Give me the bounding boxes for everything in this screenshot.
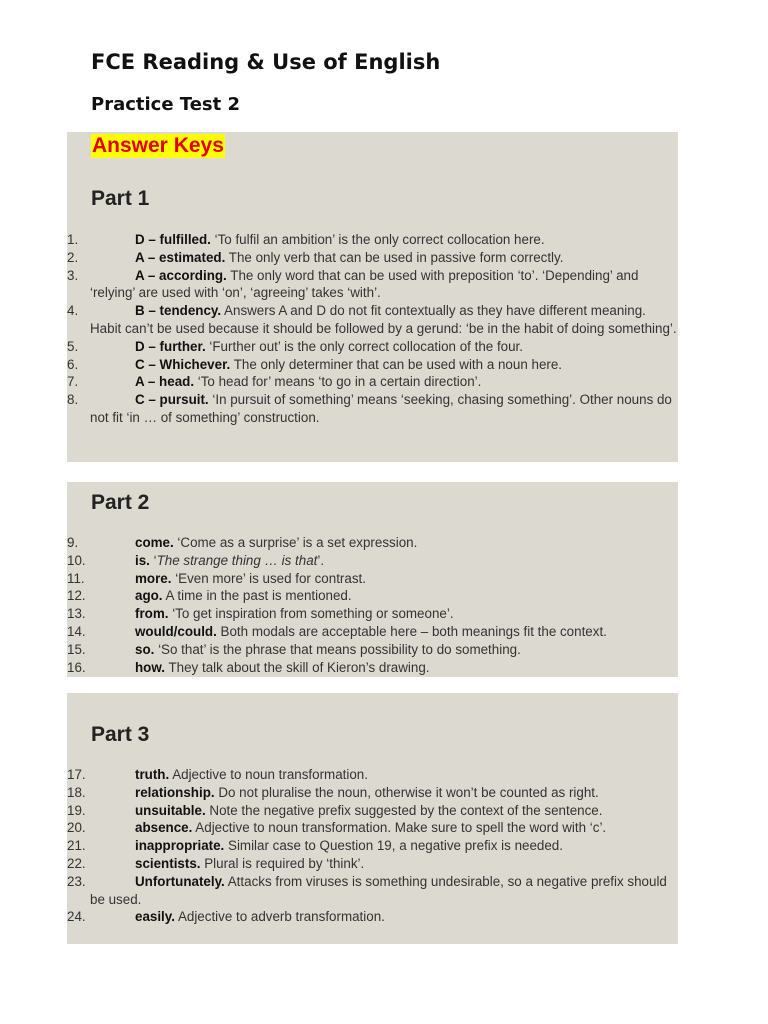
- answer-item: [67, 249, 679, 267]
- answer-body: [90, 249, 679, 267]
- answer-key: so.: [135, 641, 155, 657]
- answer-item: [67, 391, 679, 427]
- answer-number: 12.: [67, 588, 86, 604]
- answer-body: [90, 587, 679, 605]
- answer-body: [90, 534, 679, 552]
- answer-item: [67, 837, 679, 855]
- answer-body: [90, 908, 679, 926]
- answer-explanation: Attacks from viruses is something undesirable, so a negative prefix should be used.: [90, 873, 667, 907]
- answer-explanation: Both modals are acceptable here – both meanings fit the context.: [216, 623, 607, 639]
- answer-body: [90, 641, 679, 659]
- answer-number: 15.: [67, 641, 86, 657]
- answer-item: [67, 908, 679, 926]
- answer-item: [67, 623, 679, 641]
- answer-item: [67, 267, 679, 303]
- part-3-answer-list: [67, 766, 679, 926]
- answer-body: [90, 231, 679, 249]
- answer-item: [67, 338, 679, 356]
- answer-explanation: ‘To get inspiration from something or someone’.: [168, 606, 454, 622]
- answer-key: more.: [135, 570, 172, 586]
- answer-explanation: ‘Come as a surprise’ is a set expression.: [173, 535, 418, 550]
- answer-key: absence.: [135, 820, 193, 836]
- answer-key: how.: [135, 659, 165, 675]
- answer-explanation: The only determiner that can be used with a noun here.: [230, 356, 563, 372]
- answer-number: 21.: [67, 838, 86, 854]
- answer-number: 4.: [67, 303, 79, 319]
- answer-item: [67, 356, 679, 374]
- answer-body: [90, 338, 679, 356]
- answer-number: 8.: [67, 392, 79, 408]
- answer-explanation-italic: The strange thing … is that: [156, 552, 318, 568]
- answer-explanation-end: ’.: [317, 552, 325, 568]
- answer-item: [67, 819, 679, 837]
- answer-item: [67, 784, 679, 802]
- answer-explanation: Plural is required by ‘think’.: [200, 855, 365, 871]
- answer-item: [67, 802, 679, 820]
- answer-number: 19.: [67, 802, 86, 818]
- answer-number: 18.: [67, 784, 86, 800]
- answer-body: [90, 302, 679, 338]
- answer-body: [90, 784, 679, 802]
- answer-explanation: ‘To fulfil an ambition’ is the only correct collocation here.: [210, 232, 545, 247]
- answer-body: [90, 659, 679, 677]
- answer-item: [67, 641, 679, 659]
- answer-explanation: Do not pluralise the noun, otherwise it won’t be counted as right.: [214, 784, 599, 800]
- part-1-answer-list: [67, 231, 679, 427]
- answer-body: [90, 766, 679, 784]
- answer-item: [67, 373, 679, 391]
- answer-explanation: ‘Even more’ is used for contrast.: [171, 570, 366, 586]
- answer-number: 11.: [67, 570, 85, 586]
- answer-number: 7.: [67, 374, 79, 390]
- answer-body: [90, 819, 679, 837]
- answer-key: ago.: [135, 588, 163, 604]
- answer-key: Unfortunately.: [135, 873, 225, 889]
- answer-explanation: A time in the past is mentioned.: [162, 588, 352, 604]
- answer-key: come.: [135, 535, 174, 550]
- answer-number: 20.: [67, 820, 86, 836]
- answer-item: [67, 302, 679, 338]
- answer-key: A – according.: [135, 267, 227, 283]
- answer-body: [90, 802, 679, 820]
- answer-number: 10.: [67, 552, 86, 568]
- answer-body: [90, 873, 679, 909]
- answer-key: unsuitable.: [135, 802, 206, 818]
- answer-key: B – tendency.: [135, 303, 222, 319]
- answer-item: [67, 659, 679, 677]
- answer-number: 1.: [67, 232, 79, 247]
- answer-explanation: Adjective to noun transformation. Make sure to spell the word with ‘c’.: [192, 820, 607, 836]
- answer-explanation: Similar case to Question 19, a negative prefix is needed.: [224, 838, 563, 854]
- answer-key: C – Whichever.: [135, 356, 231, 372]
- answer-key: scientists.: [135, 855, 201, 871]
- answer-body: [90, 623, 679, 641]
- answer-body: [90, 267, 679, 303]
- answer-explanation: Adjective to adverb transformation.: [174, 909, 385, 925]
- answer-explanation: ‘So that’ is the phrase that means possibility to do something.: [154, 641, 521, 657]
- answer-body: [90, 605, 679, 623]
- part-3-heading: Part 3: [91, 723, 150, 746]
- answer-key: from.: [135, 606, 169, 622]
- answer-explanation: ‘In pursuit of something’ means ‘seeking, chasing something’. Other nouns do not fit ‘in … of something’ construction.: [90, 392, 672, 425]
- answer-key: relationship.: [135, 784, 215, 800]
- answer-explanation: They talk about the skill of Kieron’s drawing.: [165, 659, 430, 675]
- answer-item: [67, 766, 679, 784]
- answer-number: 3.: [67, 267, 79, 283]
- answer-key: A – head.: [135, 374, 195, 390]
- answer-item: [67, 231, 679, 249]
- answer-number: 22.: [67, 855, 86, 871]
- answer-explanation: Answers A and D do not fit contextually as they have different meaning. Habit can’t be used because it should be followed by a gerund: ‘be in the habit of doing something’.: [90, 303, 677, 336]
- answer-explanation: Note the negative prefix suggested by the context of the sentence.: [205, 802, 603, 818]
- answer-explanation: The only word that can be used with preposition ‘to’. ‘Depending’ and ‘relying’ are used with ‘on’, ‘agreeing’ takes ‘with’.: [90, 267, 639, 301]
- answer-explanation: Adjective to noun transformation.: [169, 767, 368, 782]
- answer-body: [90, 356, 679, 374]
- answer-key: inappropriate.: [135, 838, 225, 854]
- answer-key: D – fulfilled.: [135, 232, 211, 247]
- answer-explanation: ‘To head for’ means ‘to go in a certain direction’.: [194, 374, 482, 390]
- answer-key: D – further.: [135, 338, 206, 354]
- answer-key: easily.: [135, 909, 175, 925]
- answer-key: A – estimated.: [135, 249, 226, 265]
- answer-item: [67, 570, 679, 588]
- answer-number: 23.: [67, 873, 86, 889]
- answer-key: truth.: [135, 767, 170, 782]
- answer-number: 24.: [67, 909, 86, 925]
- answer-item: [67, 855, 679, 873]
- answer-number: 13.: [67, 606, 86, 622]
- answer-number: 9.: [67, 535, 79, 550]
- answer-item: [67, 605, 679, 623]
- answer-number: 2.: [67, 249, 79, 265]
- answer-explanation: ‘Further out’ is the only correct collocation of the four.: [205, 338, 524, 354]
- answer-number: 14.: [67, 623, 86, 639]
- answer-body: [90, 552, 679, 570]
- answer-explanation: ‘: [149, 552, 157, 568]
- answer-item: [67, 873, 679, 909]
- answer-number: 16.: [67, 659, 86, 675]
- answer-body: [90, 855, 679, 873]
- answer-number: 17.: [67, 767, 86, 782]
- answer-key: is.: [135, 552, 150, 568]
- answer-body: [90, 391, 679, 427]
- answer-keys-highlight: Answer Keys: [92, 134, 224, 157]
- document-title: FCE Reading & Use of English: [91, 50, 441, 74]
- answer-explanation: The only verb that can be used in passive form correctly.: [225, 249, 564, 265]
- part-2-heading: Part 2: [91, 491, 150, 514]
- part-2-answer-list: [67, 534, 679, 676]
- answer-number: 5.: [67, 338, 79, 354]
- answer-item: [67, 534, 679, 552]
- answer-number: 6.: [67, 356, 79, 372]
- answer-item: [67, 552, 679, 570]
- answer-body: [90, 837, 679, 855]
- answer-key: C – pursuit.: [135, 392, 209, 408]
- answer-key: would/could.: [135, 623, 217, 639]
- answer-body: [90, 373, 679, 391]
- answer-body: [90, 570, 679, 588]
- part-1-heading: Part 1: [91, 187, 150, 210]
- answer-item: [67, 587, 679, 605]
- document-subtitle: Practice Test 2: [91, 94, 241, 115]
